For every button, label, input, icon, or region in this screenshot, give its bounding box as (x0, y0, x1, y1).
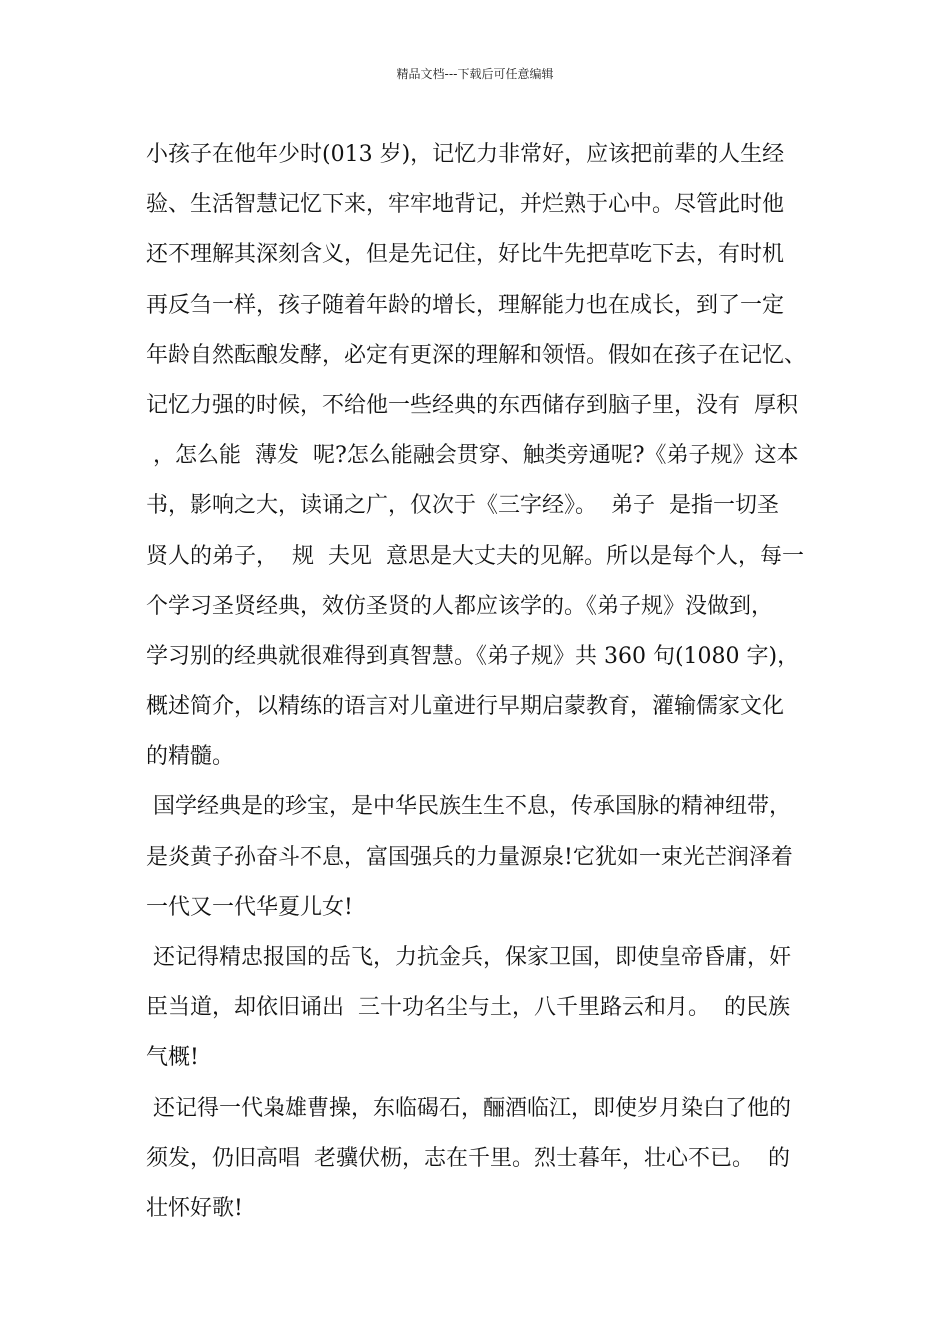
text-line: 学习别的经典就很难得到真智慧。《弟子规》共 360 句(1080 字)， (146, 643, 800, 669)
text-line: 须发，仍旧高唱 老骥伏枥，志在千里。烈士暮年，壮心不已。 的 (146, 1145, 790, 1171)
text-line: 臣当道，却依旧诵出 三十功名尘与土，八千里路云和月。 的民族 (146, 995, 790, 1021)
text-line: 气概! (146, 1045, 199, 1071)
text-line: 是炎黄子孙奋斗不息，富国强兵的力量源泉!它犹如一束光芒润泽着 (146, 844, 793, 870)
text-line: 小孩子在他年少时(013 岁)，记忆力非常好，应该把前辈的人生经 (146, 142, 785, 167)
body-text (146, 130, 826, 1234)
text-line: 的精髓。 (146, 744, 235, 770)
text-line: 还记得一代枭雄曹操，东临碣石，酾酒临江，即使岁月染白了他的 (146, 1095, 791, 1121)
text-line: 一代又一代华夏儿女! (146, 894, 353, 920)
text-line: 壮怀好歌! (146, 1195, 243, 1221)
page-header: 精品文档---下载后可任意编辑 (396, 67, 554, 81)
text-line: 书，影响之大，读诵之广，仅次于《三字经》。 弟子 是指一切圣 (146, 493, 779, 519)
text-line: 还记得精忠报国的岳飞，力抗金兵，保家卫国，即使皇帝昏庸，奸 (146, 945, 791, 970)
text-line: 概述简介，以精练的语言对儿童进行早期启蒙教育，灌输儒家文化 (146, 694, 785, 720)
text-line: 验、生活智慧记忆下来，牢牢地背记，并烂熟于心中。尽管此时他 (146, 192, 785, 218)
text-line: 国学经典是的珍宝，是中华民族生生不息，传承国脉的精神纽带， (146, 794, 791, 820)
text-line: 年龄自然酝酿发酵，必定有更深的理解和领悟。假如在孩子在记忆、 (146, 342, 807, 368)
text-line: 记忆力强的时候，不给他一些经典的东西储存到脑子里，没有 厚积 (146, 392, 798, 418)
text-line: 个学习圣贤经典，效仿圣贤的人都应该学的。《弟子规》没做到， (146, 593, 774, 619)
text-line: 还不理解其深刻含义，但是先记住，好比牛先把草吃下去，有时机 (146, 242, 785, 268)
text-line: 再反刍一样，孩子随着年龄的增长，理解能力也在成长，到了一定 (146, 292, 785, 318)
text-line: 贤人的弟子， 规 夫见 意思是大丈夫的见解。所以是每个人，每一 (146, 543, 804, 569)
text-line: ，怎么能 薄发 呢?怎么能融会贯穿、触类旁通呢?《弟子规》这本 (146, 443, 799, 469)
